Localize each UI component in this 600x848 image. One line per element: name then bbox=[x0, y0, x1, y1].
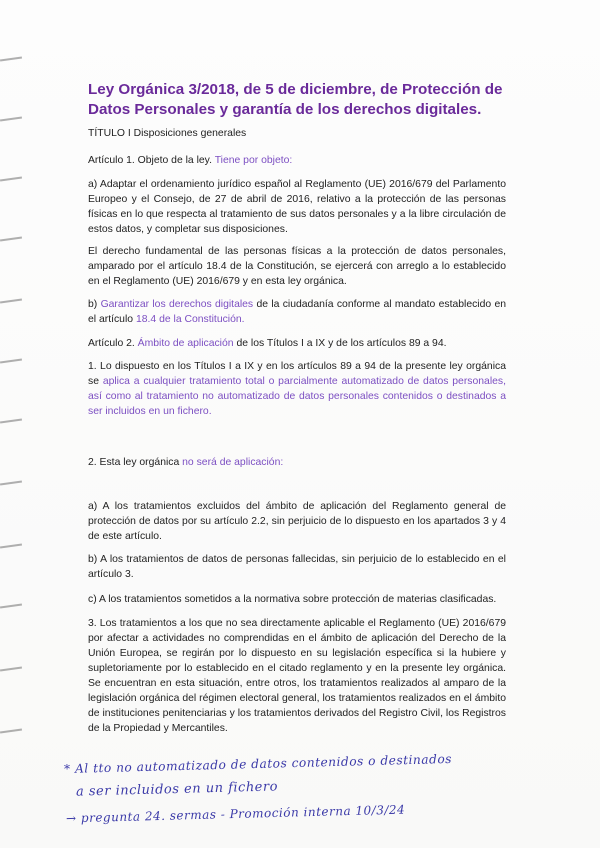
binding-mark bbox=[0, 543, 22, 548]
article-2-b: b) A los tratamientos de datos de personas fallecidas, sin perjuicio de lo establecido en el artículo 3. bbox=[88, 554, 506, 580]
binding-mark bbox=[0, 480, 22, 485]
page-title: Ley Orgánica 3/2018, de 5 de diciembre, de Protección de Datos Personales y garantía de los derechos digitales. bbox=[88, 81, 503, 118]
binding-mark bbox=[0, 358, 22, 363]
highlight-text: aplica a cualquier tratamiento total o parcialmente automatizado de datos personales, así como al tratamiento no automatizado de datos personales contenidos o destinados a ser incluidos en un fichero. bbox=[88, 376, 506, 417]
binding-mark bbox=[0, 56, 22, 61]
highlight-text: no será de aplicación: bbox=[182, 457, 284, 468]
article-2-c: c) A los tratamientos sometidos a la normativa sobre protección de materias clasificadas. bbox=[88, 594, 497, 605]
binding-mark bbox=[0, 418, 22, 423]
binding-mark bbox=[0, 116, 22, 121]
article-2-p3: 3. Los tratamientos a los que no sea directamente aplicable el Reglamento (UE) 2016/679 por afectar a actividades no comprendidas en el ámbito de aplicación del Derecho de la Unión Europea, se regirán por lo dispuesto en su legislación específica si la hubiere y supletoriamente por lo establecido en el citado reglamento y en la presente ley orgánica. Se encuentran en esta situación, entre otros, los tratamientos realizados al amparo de la legislación orgánica del régimen electoral general, los tratamientos realizados en el ámbito de instituciones penitenciarias y los tratamientos derivados del Registro Civil, los Registros de la Propiedad y Mercantiles. bbox=[88, 618, 506, 734]
handwritten-note-line2: a ser incluidos en un fichero bbox=[75, 779, 279, 800]
highlight-text: Garantizar los derechos digitales bbox=[100, 299, 254, 310]
handwritten-note-line3: → pregunta 24. sermas - Promoción interna 10/3/24 bbox=[65, 802, 406, 826]
highlight-text: 18.4 de la Constitución. bbox=[135, 314, 245, 325]
binding-mark bbox=[0, 236, 22, 241]
binding-mark bbox=[0, 666, 22, 671]
binding-mark bbox=[0, 298, 22, 303]
article-1-heading bbox=[88, 153, 506, 168]
article-2-title: de los Títulos I a IX y de los artículos 89 a 94. bbox=[236, 338, 447, 349]
article-1-b bbox=[88, 297, 506, 327]
article-1-a: a) Adaptar el ordenamiento jurídico español al Reglamento (UE) 2016/679 del Parlamento Europeo y el Consejo, de 27 de abril de 2016, relativo a la protección de las personas físicas en lo que respecta al tratamiento de sus datos personales y a la libre circulación de estos datos, y completar sus disposiciones. bbox=[88, 179, 506, 235]
article-2-p2 bbox=[88, 455, 506, 470]
binding-mark bbox=[0, 728, 22, 733]
body-text: 2. Esta ley orgánica bbox=[88, 457, 180, 468]
article-1-title: Artículo 1. Objeto de la ley. bbox=[88, 155, 212, 166]
article-2-a: a) A los tratamientos excluidos del ámbito de aplicación del Reglamento general de protección de datos por su artículo 2.2, sin perjuicio de lo dispuesto en los apartados 3 y 4 de este artículo. bbox=[88, 501, 506, 542]
article-2-heading bbox=[88, 336, 506, 351]
article-2-p1 bbox=[88, 359, 506, 419]
article-1-paragraph: El derecho fundamental de las personas físicas a la protección de datos personales, amparado por el artículo 18.4 de la Constitución, se ejercerá con arreglo a lo establecido en el Reglamento (UE) 2016/679 y en esta ley orgánica. bbox=[88, 246, 506, 287]
binding-mark bbox=[0, 603, 22, 608]
article-2-highlight: Ámbito de aplicación bbox=[137, 338, 234, 349]
body-text: de la ciudadanía conforme al mandato establecido en el artículo bbox=[88, 299, 507, 325]
article-2-label: Artículo 2. bbox=[88, 338, 135, 349]
item-marker: b) bbox=[88, 299, 98, 310]
article-1-highlight: Tiene por objeto: bbox=[214, 155, 293, 166]
binding-mark bbox=[0, 176, 22, 181]
handwritten-note-line1: * Al tto no automatizado de datos contenidos o destinados bbox=[63, 751, 453, 777]
body-text: 1. Lo dispuesto en los Títulos I a IX y en los artículos 89 a 94 de la presente ley orgánica se bbox=[88, 361, 506, 387]
titulo-heading: TÍTULO I Disposiciones generales bbox=[88, 128, 247, 139]
